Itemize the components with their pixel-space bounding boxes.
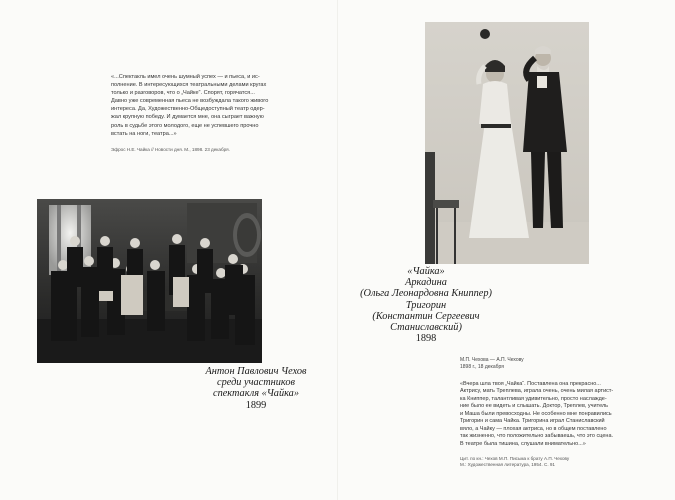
caption-line: (Ольга Леонардовна Книппер) [360,288,492,300]
group-photo-chekhov-with-actors [37,199,262,363]
stage-photo-arkadina-trigorin [425,22,589,264]
letter-header: М.П. Чехова — А.П. Чехову 1898 г., 18 декабря [460,357,524,370]
caption-line: (Константин Сергеевич [372,310,480,322]
caption-line: Станиславский) [390,322,462,334]
caption-line: Аркадина [405,277,447,289]
group-photo-caption [185,366,327,411]
caption-line: Антон Павлович Чехов [205,366,307,377]
letter-source: Цит. по кн.: Чехов М.П. Письма к брату А.П. Чехову М.: Художественная литература, 1954. С. 91 [460,456,570,468]
page-gutter [337,0,338,500]
caption-year: 1898 [415,333,437,345]
review-source: Эфрос Н.Е. Чайка // Новости дня. М., 1898. 23 декабря. [111,147,230,152]
newspaper-review-quote: «...Спектакль имел очень шумный успех — и пьеса, и ис- полнение. В интересующихся театральными делами кругах только и разговоров, что о „Чайке“. Спорят, горячатся... Давно уже современная пьеса не возбуждала такого живого интереса. Да, Художественно-Общедоступный театр одер- жал крупную победу. И думается мне, она сыграет важную роль в судьбе этого молодого, еще не успевшего прочно встать на ноги, театра...» [111,74,269,137]
caption-line: спектакля «Чайка» [213,388,299,400]
letter-quote: «Вчера шла твоя „Чайка“. Поставлена она прекрасно... Актрису, мать Треплева, играла очень, очень милая артист- ка Книппер, талантливая удивительно, просто наслажде- ние было ее видеть и слышать. Доктор, Треплев, учитель и Маша были превосходны. Не особенно мне понравились Тригорин и сама Чайка. Тригорина играл Станиславский вяло, а Чайку — плохая актриса, но в общем поставлено так жизненно, что положительно забываешь, что это сцена. В театре была тишина, слушали внимательно...» [460,381,614,447]
caption-line: Тригорин [405,299,447,311]
caption-line: среди участников [217,377,295,389]
caption-year: 1899 [245,399,267,411]
stage-photo-caption [345,266,507,344]
caption-line: «Чайка» [407,266,445,277]
